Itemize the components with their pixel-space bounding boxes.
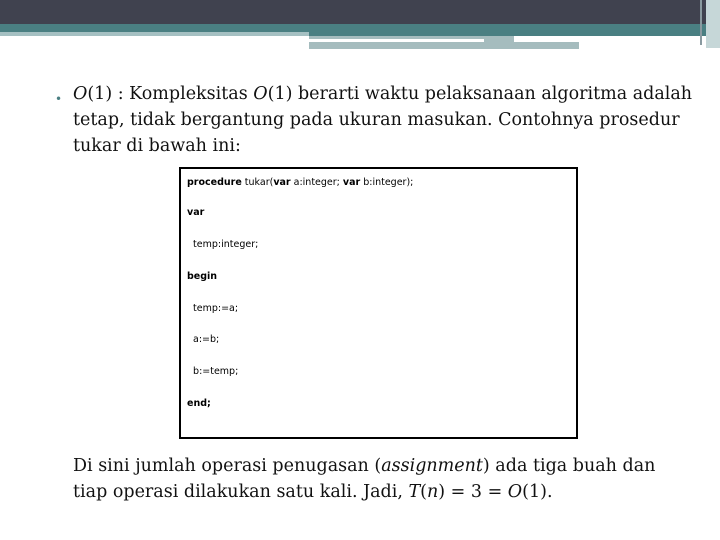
code-box (179, 167, 578, 439)
header-stripe (309, 36, 484, 39)
code-line: var (187, 207, 205, 218)
header-line (700, 0, 702, 45)
header-stripe (484, 36, 514, 45)
closing-paragraph: Di sini jumlah operasi penugasan (assignment) ada tiga buah dan tiap operasi dilakukan satu kali. Jadi, T(n) = 3 = O(1). (73, 456, 656, 502)
text: (1) berarti waktu pelaksanaan algoritma adalah tetap, tidak bergantung pada ukuran masukan. Contohnya prosedur tukar di bawah ini: (73, 84, 693, 156)
header-bar (0, 0, 720, 24)
header-corner (706, 0, 720, 48)
text: (1) : Kompleksitas (87, 84, 254, 104)
code-line: begin (187, 271, 218, 282)
code-line: procedure tukar(var a:integer; var b:integer); (187, 177, 414, 188)
header-stripe (309, 42, 579, 49)
big-o: O (73, 84, 88, 104)
code-line: b:=temp; (187, 366, 239, 377)
code-line: temp:integer; (187, 239, 259, 250)
code-line: end; (187, 398, 211, 409)
code-line: temp:=a; (187, 303, 239, 314)
header-accent (0, 24, 720, 32)
intro-paragraph (73, 81, 693, 159)
header-stripe (0, 32, 309, 36)
big-o: O (253, 84, 268, 104)
code-line: a:=b; (187, 334, 220, 345)
bullet-icon: • (55, 92, 63, 106)
